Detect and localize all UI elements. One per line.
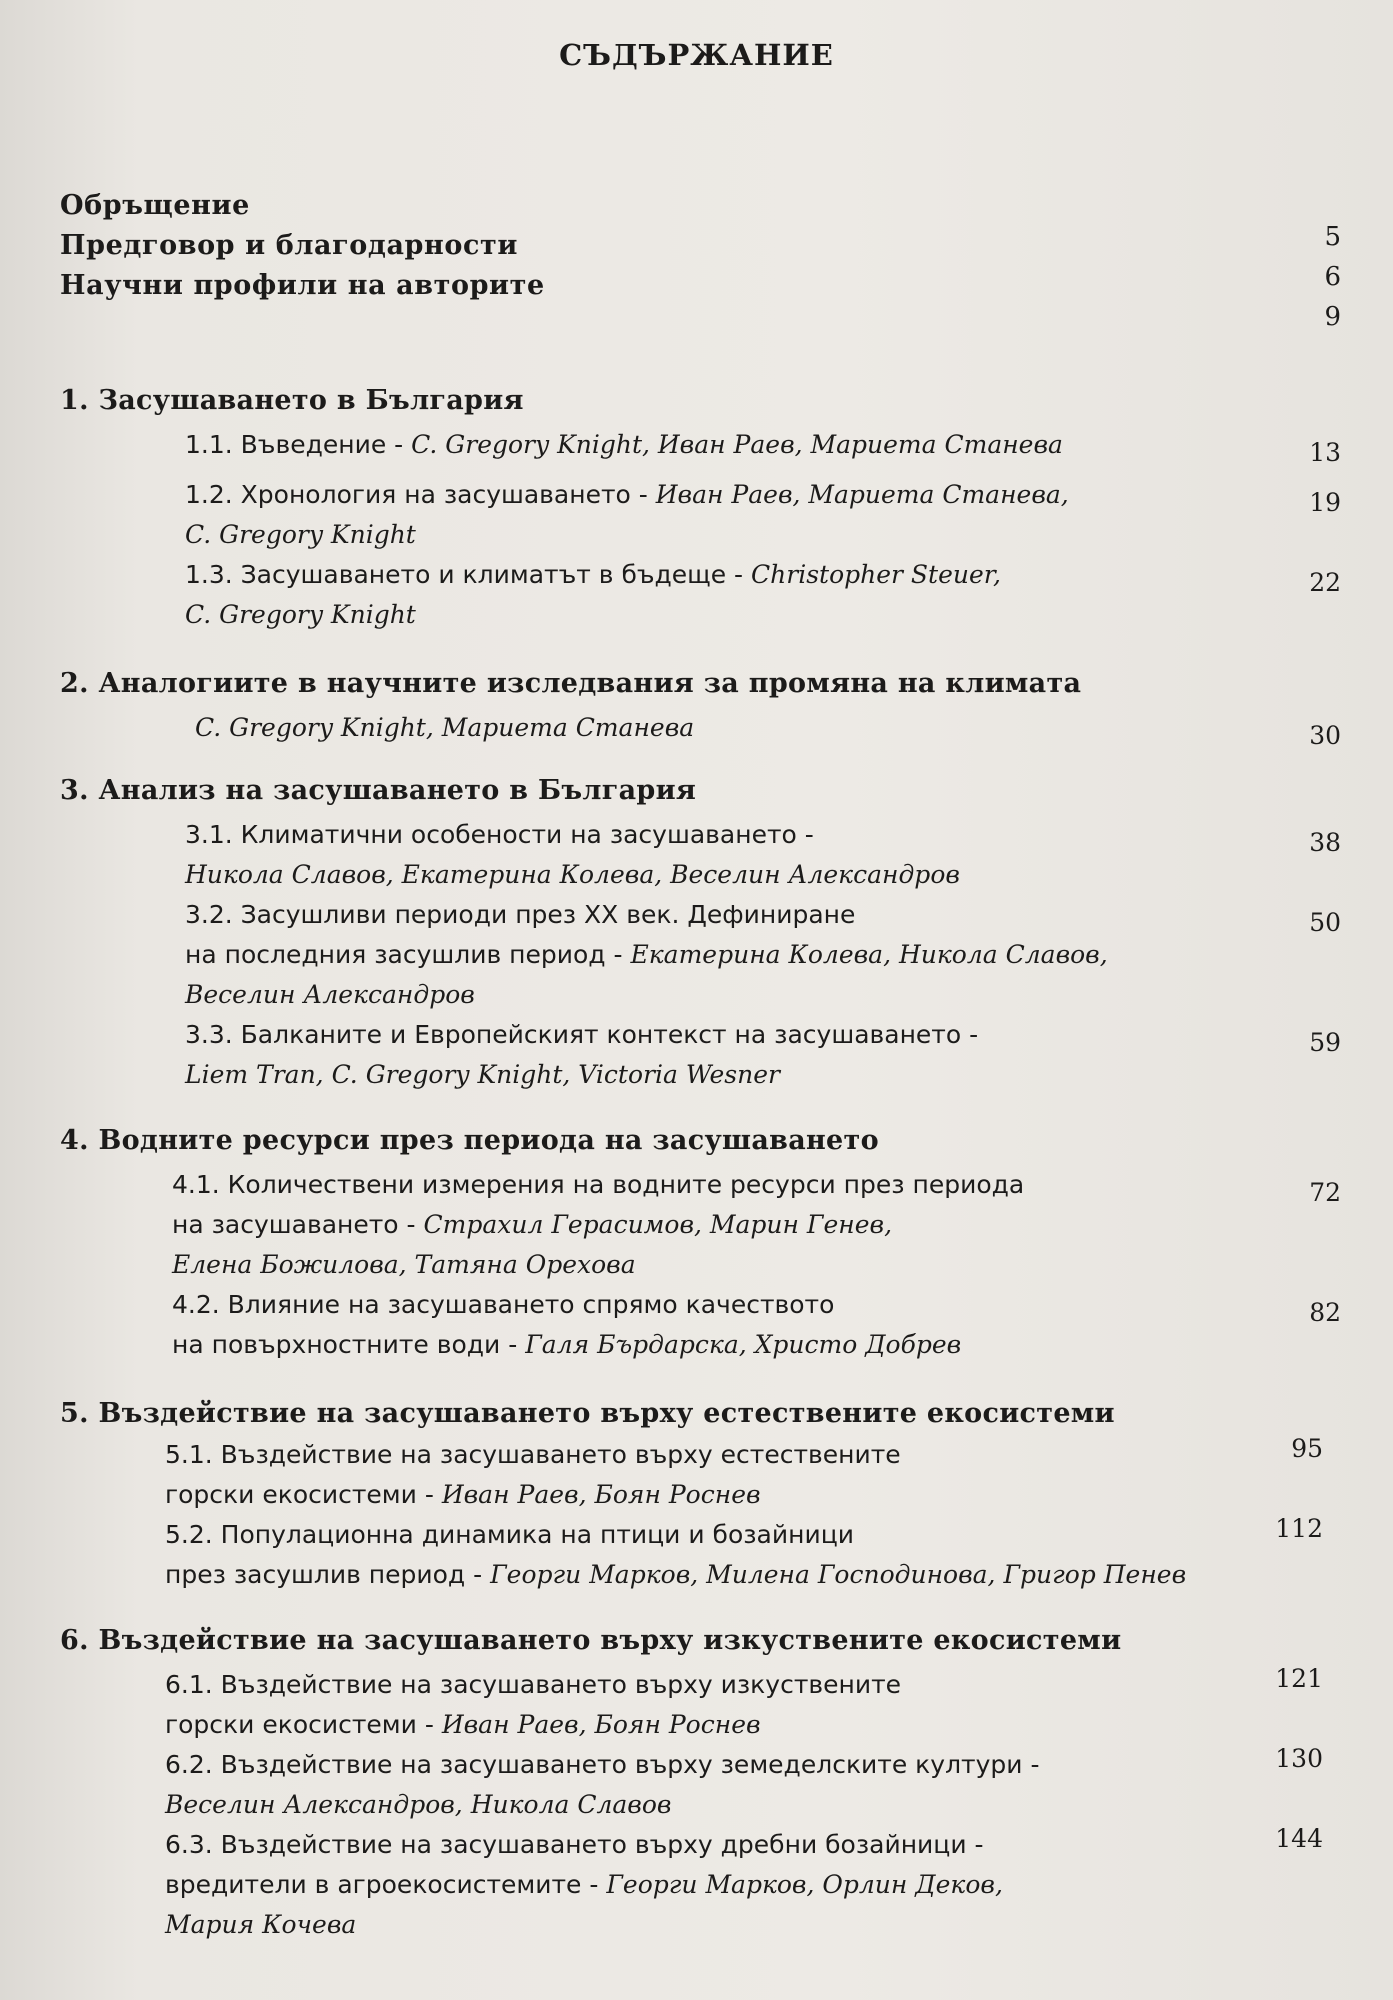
toc-entry-line[interactable] <box>185 1060 780 1089</box>
entry-title: през засушлив период - <box>165 1560 491 1589</box>
entry-authors: C. Gregory Knight <box>185 520 416 549</box>
entry-authors: Страхил Герасимов, Марин Генев, <box>423 1210 893 1239</box>
chapter-title[interactable]: 4. Водните ресурси през периода на засушаването <box>60 1125 879 1156</box>
entry-authors: Екатерина Колева, Никола Славов, <box>630 940 1108 969</box>
toc-entry-line[interactable] <box>165 1790 671 1819</box>
front-matter-item[interactable]: Обръщение <box>60 190 250 221</box>
front-matter-item[interactable]: Научни профили на авторите <box>60 270 545 301</box>
page-number: 38 <box>1309 828 1341 857</box>
entry-title: вредители в агроекосистемите - <box>165 1870 607 1899</box>
toc-entry-line[interactable] <box>185 600 416 629</box>
entry-authors: Иван Раев, Боян Роснев <box>441 1710 761 1739</box>
toc-entry-line[interactable] <box>185 860 960 889</box>
entry-authors: Мария Кочева <box>165 1910 357 1939</box>
toc-entry-line[interactable] <box>172 1290 834 1319</box>
toc-entry-line[interactable] <box>165 1870 1003 1899</box>
page-number: 72 <box>1309 1178 1341 1207</box>
toc-entry-line[interactable] <box>185 940 1108 969</box>
entry-authors: Иван Раев, Мариета Станева, <box>655 480 1069 509</box>
chapter-title[interactable]: 2. Аналогиите в научните изследвания за промяна на климата <box>60 668 1082 699</box>
toc-entry-line[interactable] <box>165 1440 901 1469</box>
toc-entry-line[interactable] <box>165 1750 1040 1779</box>
toc-entry-line[interactable] <box>185 980 475 1009</box>
toc-entry-line[interactable] <box>172 1330 961 1359</box>
page-title: СЪДЪРЖАНИЕ <box>559 38 834 72</box>
entry-authors: Елена Божилова, Татяна Орехова <box>172 1250 636 1279</box>
page-number: 22 <box>1309 568 1341 597</box>
page-number: 112 <box>1275 1514 1323 1543</box>
toc-entry-line[interactable] <box>185 480 1069 509</box>
toc-entry-line[interactable] <box>185 560 1001 589</box>
entry-title: 3.2. Засушливи периоди през XX век. Дефиниране <box>185 900 856 929</box>
page-number: 95 <box>1291 1434 1323 1463</box>
entry-authors: Liem Tran, C. Gregory Knight, Victoria Wesner <box>185 1060 780 1089</box>
entry-authors: Christopher Steuer, <box>751 560 1001 589</box>
entry-title: горски екосистеми - <box>165 1710 442 1739</box>
entry-authors: Галя Бърдарска, Христо Добрев <box>525 1330 962 1359</box>
toc-entry-line[interactable] <box>185 520 416 549</box>
toc-entry-line[interactable] <box>165 1830 984 1859</box>
toc-entry-line[interactable] <box>172 1250 636 1279</box>
toc-entry-line[interactable] <box>165 1480 761 1509</box>
chapter-title[interactable]: 5. Въздействие на засушаването върху естествените екосистеми <box>60 1398 1115 1429</box>
page-number: 6 <box>1324 262 1341 292</box>
page-number: 59 <box>1309 1028 1341 1057</box>
toc-entry-line[interactable] <box>172 1170 1024 1199</box>
toc-entry-line[interactable] <box>165 1910 356 1939</box>
entry-authors: C. Gregory Knight <box>185 600 416 629</box>
front-matter-item[interactable]: Предговор и благодарности <box>60 230 519 261</box>
entry-title: 5.1. Въздействие на засушаването върху естествените <box>165 1440 901 1469</box>
toc-entry-line[interactable] <box>165 1520 854 1549</box>
entry-authors: Веселин Александров <box>185 980 475 1009</box>
entry-title: 1.2. Хронология на засушаването - <box>185 480 656 509</box>
page-number: 5 <box>1324 222 1341 252</box>
entry-authors: Иван Раев, Боян Роснев <box>441 1480 761 1509</box>
entry-authors: Георги Марков, Милена Господинова, Григор Пенев <box>490 1560 1187 1589</box>
toc-entry-line[interactable] <box>195 713 694 742</box>
toc-entry-line[interactable] <box>185 900 855 929</box>
entry-title: 3.3. Балканите и Европейският контекст на засушаването - <box>185 1020 979 1049</box>
toc-entry-line[interactable] <box>165 1710 761 1739</box>
entry-title: 5.2. Популационна динамика на птици и бозайници <box>165 1520 854 1549</box>
entry-authors: Георги Марков, Орлин Деков, <box>606 1870 1003 1899</box>
entry-title: 3.1. Климатични особености на засушаването - <box>185 820 814 849</box>
toc-entry-line[interactable] <box>185 820 814 849</box>
entry-title: на засушаването - <box>172 1210 424 1239</box>
entry-title: 4.1. Количествени измерения на водните ресурси през периода <box>172 1170 1025 1199</box>
entry-title: горски екосистеми - <box>165 1480 442 1509</box>
entry-title: на повърхностните води - <box>172 1330 526 1359</box>
entry-title: 1.3. Засушаването и климатът в бъдеще - <box>185 560 752 589</box>
toc-entry-line[interactable] <box>185 430 1063 459</box>
page-number: 82 <box>1309 1298 1341 1327</box>
chapter-title[interactable]: 1. Засушаването в България <box>60 385 524 416</box>
toc-entry-line[interactable] <box>185 1020 978 1049</box>
entry-title: на последния засушлив период - <box>185 940 631 969</box>
chapter-title[interactable]: 3. Анализ на засушаването в България <box>60 775 697 806</box>
entry-title: 6.3. Въздействие на засушаването върху дребни бозайници - <box>165 1830 984 1859</box>
entry-title: 6.2. Въздействие на засушаването върху земеделските култури - <box>165 1750 1040 1779</box>
entry-title: 1.1. Въведение - <box>185 430 412 459</box>
toc-entry-line[interactable] <box>172 1210 892 1239</box>
entry-authors: C. Gregory Knight, Иван Раев, Мариета Станева <box>411 430 1063 459</box>
toc-entry-line[interactable] <box>165 1670 901 1699</box>
page-number: 130 <box>1275 1744 1323 1773</box>
page-number: 144 <box>1275 1824 1323 1853</box>
chapter-title[interactable]: 6. Въздействие на засушаването върху изкуствените екосистеми <box>60 1625 1122 1656</box>
toc-entry-line[interactable] <box>165 1560 1186 1589</box>
entry-title: 6.1. Въздействие на засушаването върху изкуствените <box>165 1670 902 1699</box>
entry-authors: Веселин Александров, Никола Славов <box>165 1790 672 1819</box>
page-number: 9 <box>1324 302 1341 332</box>
page-number: 121 <box>1275 1664 1323 1693</box>
entry-title: 4.2. Влияние на засушаването спрямо качеството <box>172 1290 835 1319</box>
page-number: 30 <box>1309 721 1341 750</box>
page-number: 50 <box>1309 908 1341 937</box>
page-number: 13 <box>1309 438 1341 467</box>
entry-authors: Никола Славов, Екатерина Колева, Веселин Александров <box>185 860 960 889</box>
page-number: 19 <box>1309 488 1341 517</box>
entry-authors: C. Gregory Knight, Мариета Станева <box>195 713 695 742</box>
